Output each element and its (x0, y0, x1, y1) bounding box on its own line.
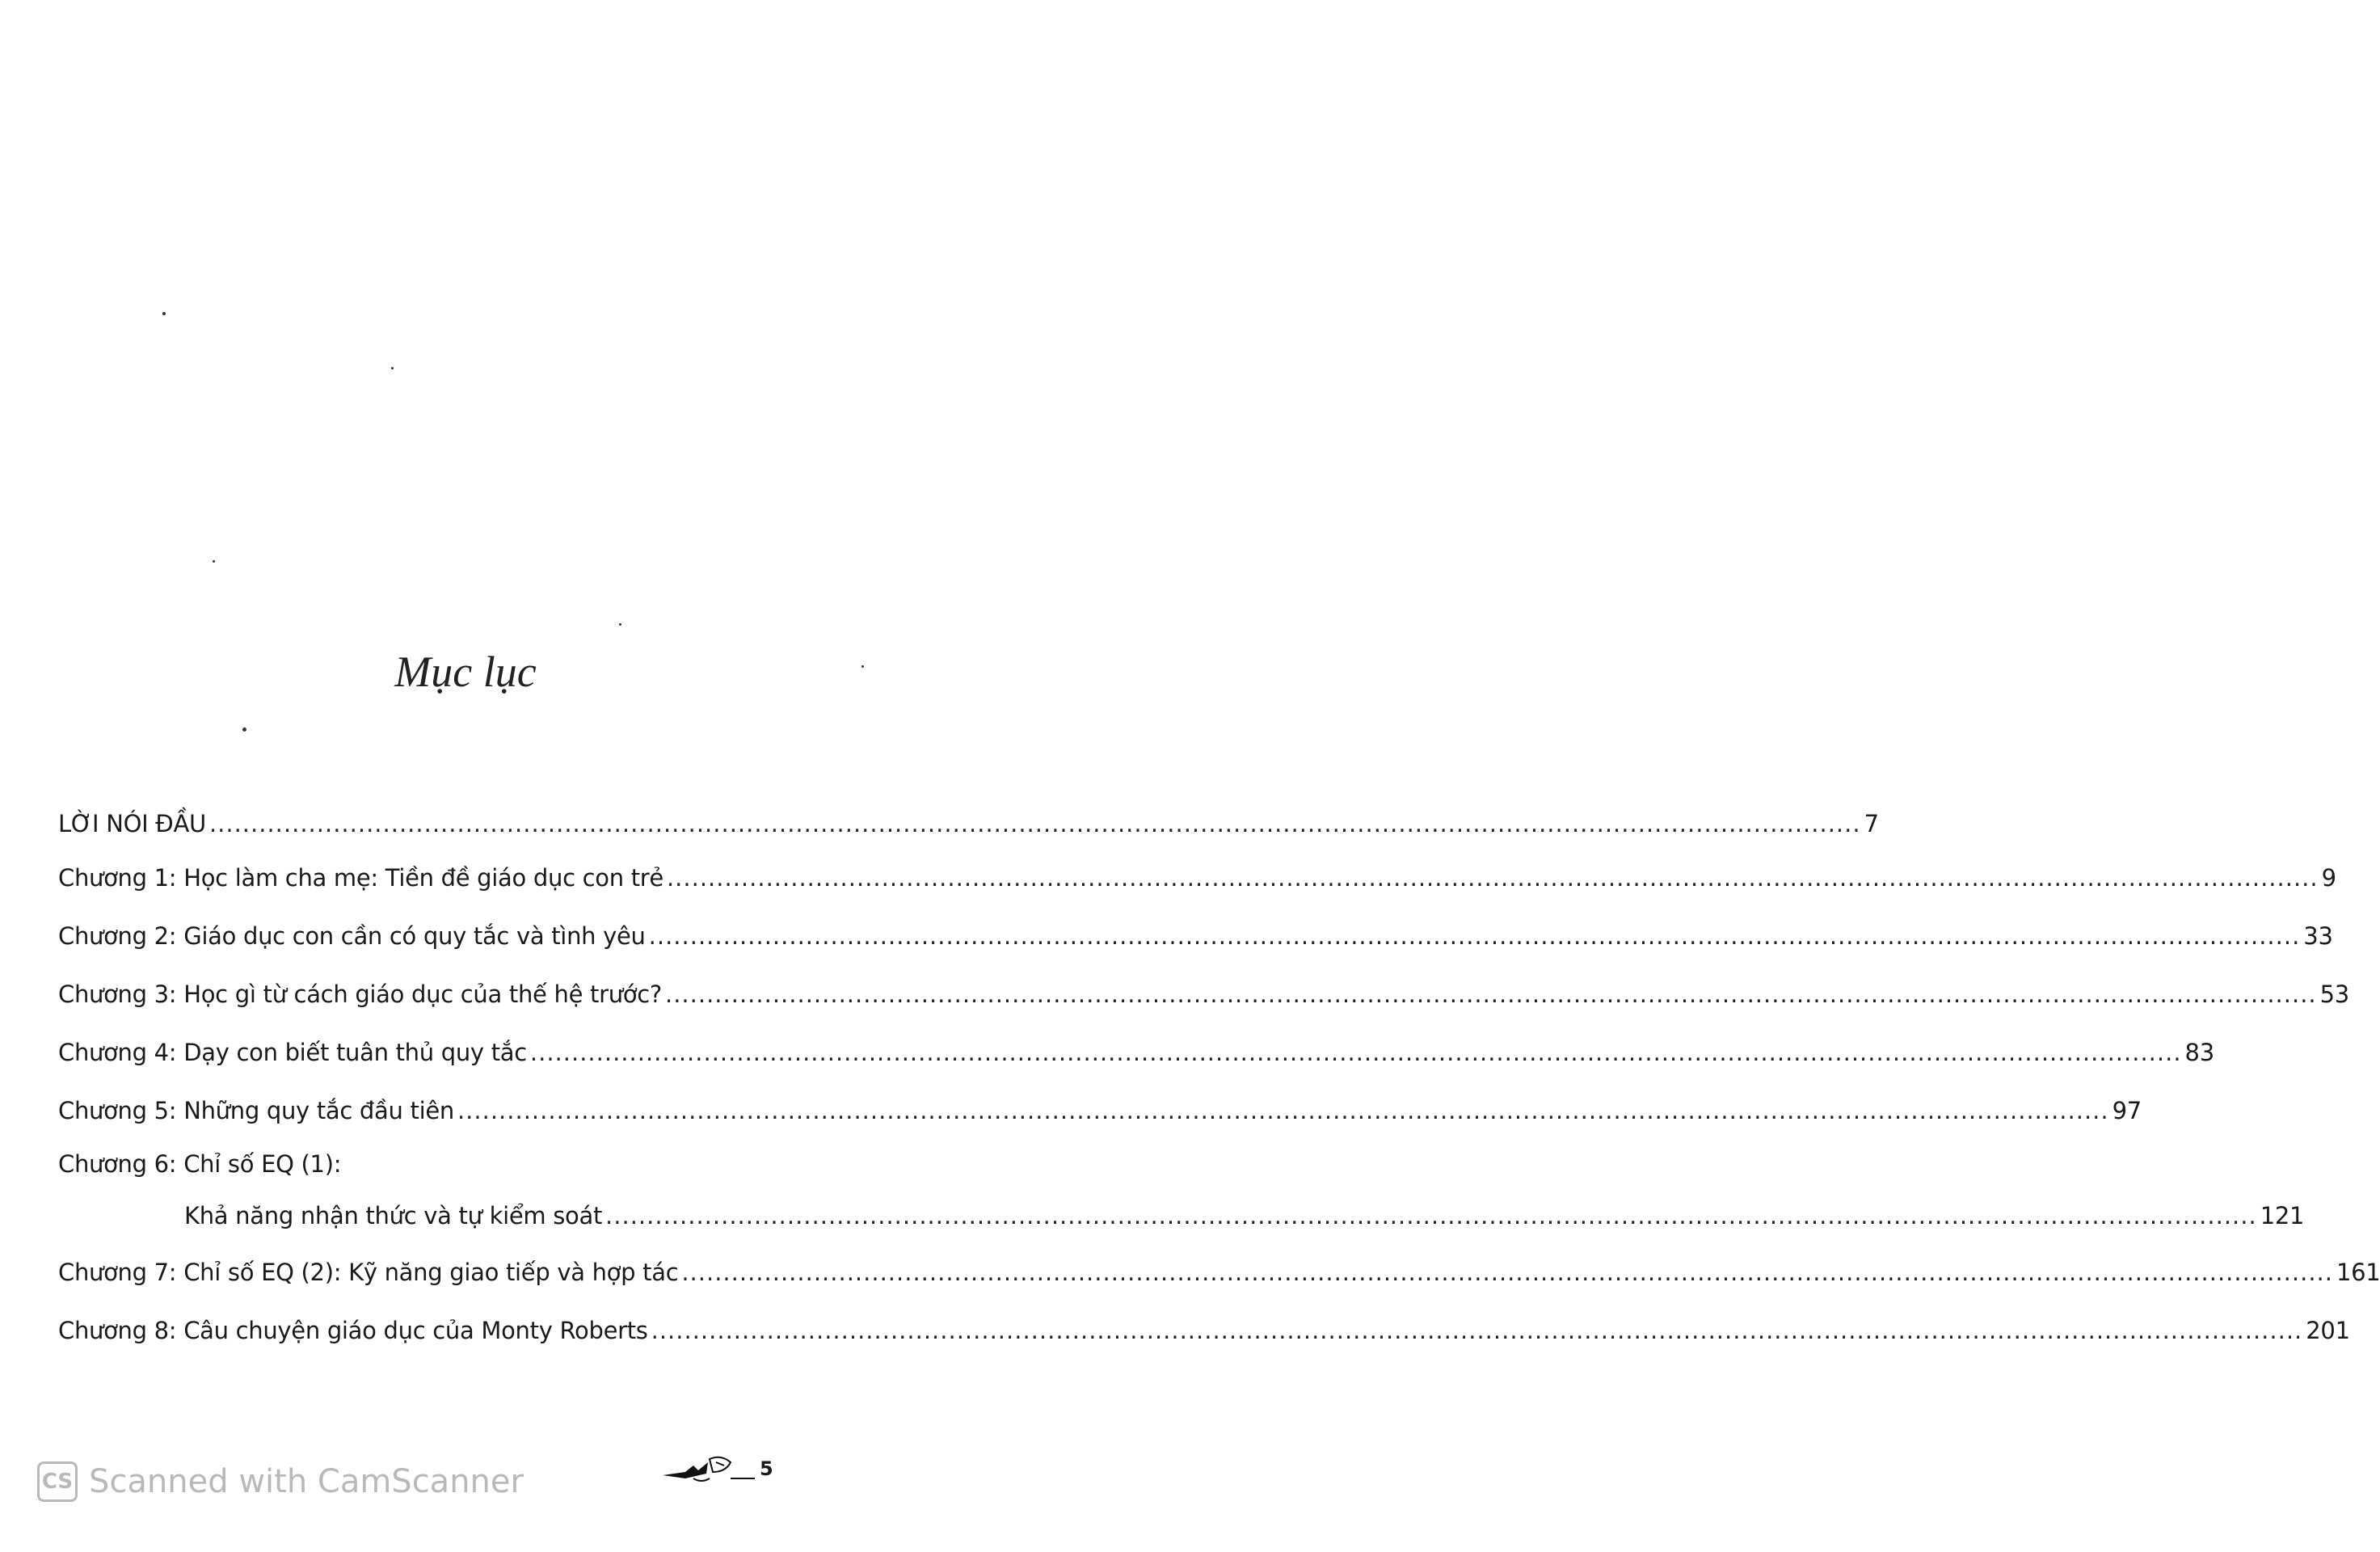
toc-entry-page: 53 (2319, 981, 2349, 1008)
toc-entry-chapter-6-continued (58, 1188, 2305, 1243)
toc-entry-chapter-6 (58, 1140, 777, 1188)
toc-entry-page: 83 (2184, 1039, 2214, 1066)
dot-leader: ........................................................................................................................................................................................................ (681, 1259, 2333, 1286)
scan-speck (391, 367, 394, 369)
toc-entry-chapter-3 (58, 965, 2349, 1023)
camscanner-watermark (37, 1461, 524, 1502)
dot-leader: ........................................................................................................................................................................................................ (605, 1202, 2257, 1229)
dot-leader: ........................................................................................................................................................................................................ (664, 981, 2317, 1008)
dot-leader: ........................................................................................................................................................................................................ (529, 1039, 2182, 1066)
page-title: Mục lục (394, 647, 537, 696)
toc-entry-page: 33 (2303, 922, 2333, 950)
dot-leader: ........................................................................................................................................................................................................ (648, 922, 2301, 950)
toc-entry-chapter-8 (58, 1301, 2350, 1360)
watermark-text: Scanned with CamScanner (89, 1463, 524, 1500)
camscanner-logo-icon: CS (37, 1461, 78, 1502)
toc-entry-label: Chương 2: Giáo dục con cần có quy tắc và tình yêu (58, 922, 646, 950)
toc-entry-label: LỜI NÓI ĐẦU (58, 810, 206, 837)
toc-entry-label: Chương 8: Câu chuyện giáo dục của Monty Roberts (58, 1317, 648, 1344)
scan-speck (242, 728, 246, 732)
toc-entry-chapter-1 (58, 849, 2336, 907)
toc-entry-page: 9 (2321, 864, 2336, 892)
page-number: 5 (760, 1457, 773, 1480)
dot-leader: ........................................................................................................................................................................................................ (666, 864, 2319, 892)
toc-entry-chapter-2 (58, 907, 2333, 965)
toc-entry-page: 201 (2306, 1317, 2350, 1344)
dot-leader: ........................................................................................................................................................................................................ (651, 1317, 2303, 1344)
toc-entry-label: Chương 4: Dạy con biết tuân thủ quy tắc (58, 1039, 527, 1066)
toc-entry-label: Chương 6: Chỉ số EQ (1): (58, 1150, 342, 1178)
toc-entry-page: 7 (1864, 810, 1879, 837)
toc-entry-preface (58, 799, 1879, 849)
toc-entry-label: Chương 3: Học gì từ cách giáo dục của thế hệ trước? (58, 981, 662, 1008)
pen-nib-ornament-icon (661, 1451, 756, 1485)
scan-speck (619, 623, 621, 626)
toc-entry-label: Chương 7: Chỉ số EQ (2): Kỹ năng giao tiếp và hợp tác (58, 1259, 679, 1286)
toc-entry-sublabel: Khả năng nhận thức và tự kiểm soát (184, 1202, 603, 1229)
toc-entry-label: Chương 1: Học làm cha mẹ: Tiền đề giáo dục con trẻ (58, 864, 663, 892)
dot-leader: ........................................................................................................................................................................................................ (209, 810, 1861, 837)
table-of-contents (58, 799, 2380, 1360)
scan-speck (162, 312, 166, 315)
toc-entry-page: 97 (2112, 1097, 2142, 1124)
scan-speck (213, 560, 215, 563)
toc-entry-page: 161 (2336, 1259, 2380, 1286)
toc-entry-page: 121 (2260, 1202, 2305, 1229)
toc-entry-chapter-5 (58, 1082, 2142, 1140)
dot-leader: ........................................................................................................................................................................................................ (457, 1097, 2109, 1124)
toc-entry-label: Chương 5: Những quy tắc đầu tiên (58, 1097, 454, 1124)
toc-entry-chapter-7 (58, 1243, 2380, 1301)
toc-entry-chapter-4 (58, 1023, 2214, 1082)
